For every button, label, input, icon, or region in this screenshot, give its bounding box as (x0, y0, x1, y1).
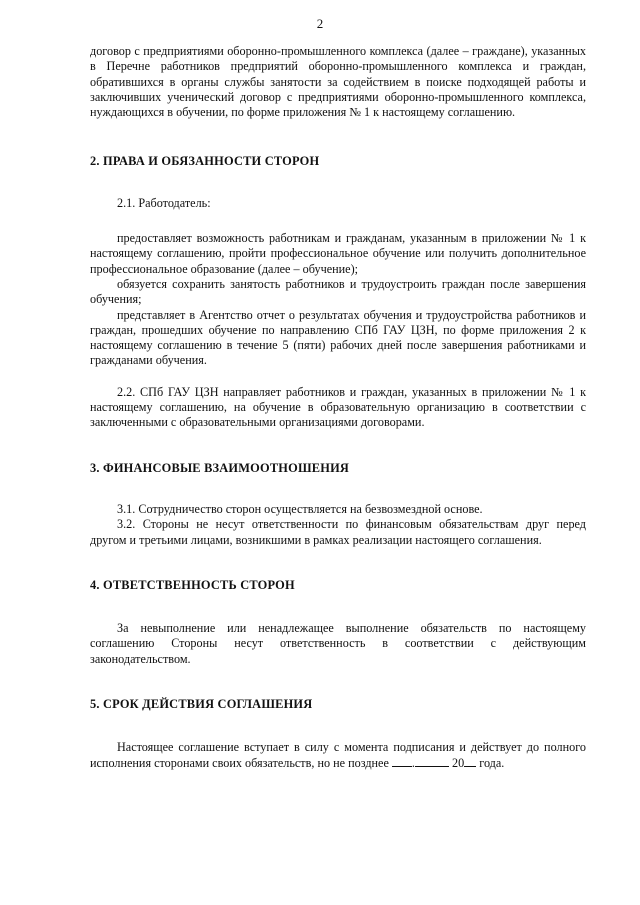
date-dot: . (411, 755, 415, 770)
year-prefix: 20 (452, 755, 465, 770)
employer-heading: 2.1. Работодатель: (117, 195, 211, 210)
section-5-text (90, 740, 586, 771)
employer-item-1: предоставляет возможность работникам и гражданам, указанным в приложении № 1 к настоящему соглашению, пройти профессиональное обучение или получить дополнительное профессиональное образование (далее – обучение); (90, 231, 586, 276)
clause-3-1: 3.1. Сотрудничество сторон осуществляется на безвозмездной основе. (117, 501, 483, 516)
employer-item-2: обязуется сохранить занятость работников и трудоустроить граждан после завершения обучения; (90, 276, 586, 307)
clause-2-2: 2.2. СПб ГАУ ЦЗН направляет работников и граждан, указанных в приложении № 1 к настоящему соглашению, на обучение в образовательную организацию в соответствии с заключенными с образовательными организациями договорами. (90, 384, 586, 430)
section-4-title: 4. ОТВЕТСТВЕННОСТЬ СТОРОН (90, 577, 295, 592)
intro-paragraph: договор с предприятиями оборонно-промышленного комплекса (далее – граждане), указанных в Перечне работников предприятий оборонно-промышленного комплекса и граждан, обратившихся в органы службы занятости за содействием в поиске подходящей работы и заключивших ученический договор с предприятиями оборонно-промышленного комплекса, нуждающихся в обучении, по форме приложения № 1 к настоящему соглашению. (90, 44, 586, 120)
page-content (90, 44, 586, 771)
month-blank (415, 756, 449, 767)
year-blank (464, 756, 476, 767)
section-5-title: 5. СРОК ДЕЙСТВИЯ СОГЛАШЕНИЯ (90, 697, 313, 712)
section-2-title: 2. ПРАВА И ОБЯЗАННОСТИ СТОРОН (90, 154, 320, 169)
clause-3-2: 3.2. Стороны не несут ответственности по финансовым обязательствам друг перед другом и третьими лицами, возникшими в рамках реализации настоящего соглашения. (90, 517, 586, 547)
employer-item-3: представляет в Агентство отчет о результатах обучения и трудоустройства работников и граждан, прошедших обучение по направлению СПб ГАУ ЦЗН, по форме приложения 2 к настоящему соглашению в течение 5 (пяти) рабочих дней после завершения работниками и гражданами обучения. (90, 307, 586, 368)
year-word: года. (479, 755, 505, 770)
section-4-text: За невыполнение или ненадлежащее выполнение обязательств по настоящему соглашению Стороны несут ответственность в соответствии с действующим законодательством. (90, 621, 586, 666)
section-3-title: 3. ФИНАНСОВЫЕ ВЗАИМООТНОШЕНИЯ (90, 460, 350, 475)
day-blank (392, 756, 412, 767)
page-number: 2 (316, 16, 324, 31)
term-text: Настоящее соглашение вступает в силу с момента подписания и действует до полного исполнения сторонами своих обязательств, но не позднее (90, 740, 586, 770)
